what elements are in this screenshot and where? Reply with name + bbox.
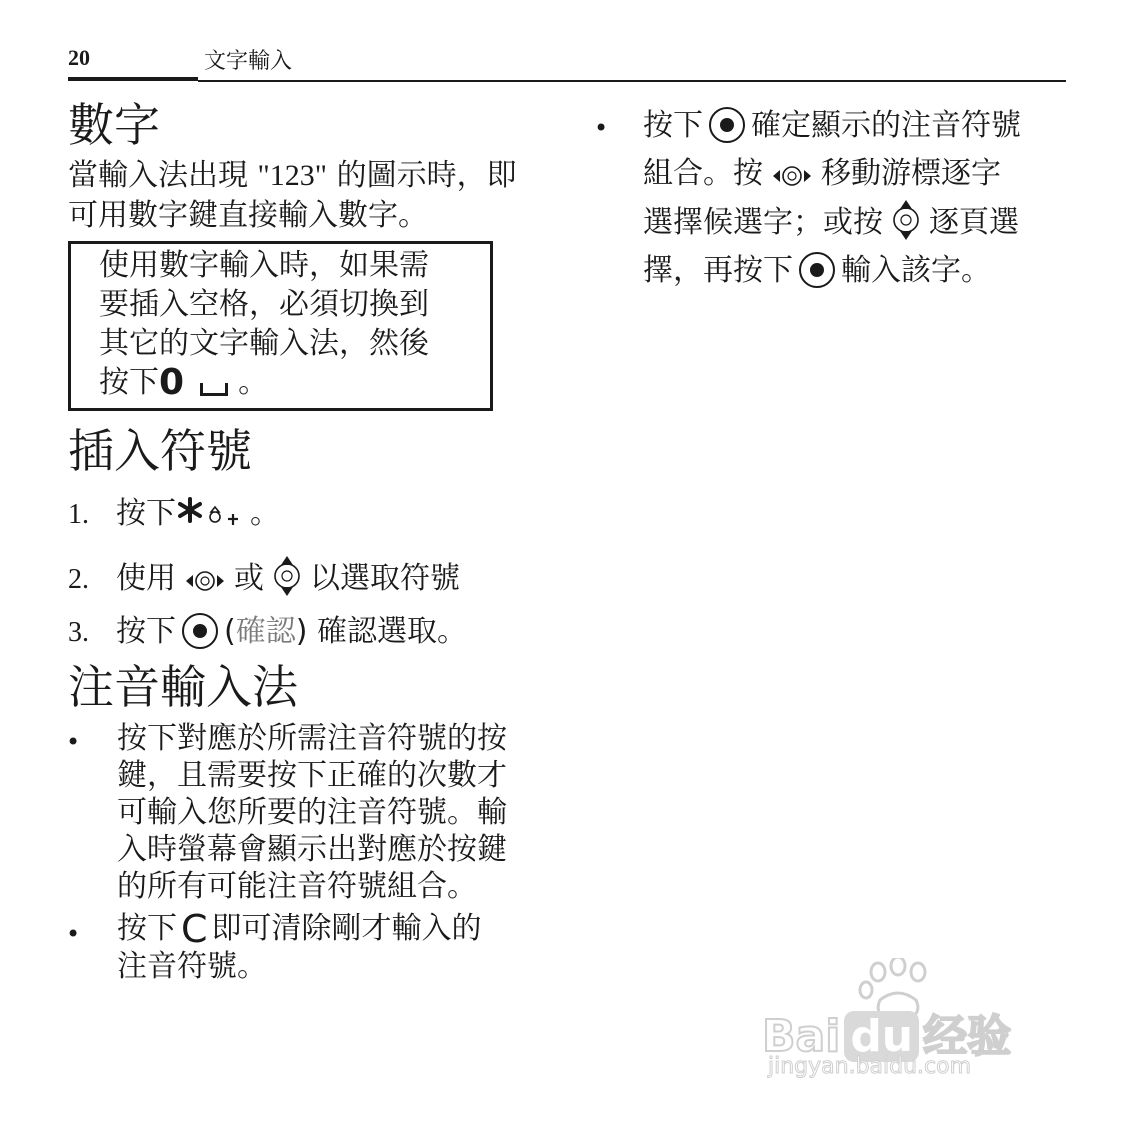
bullet-line: 的所有可能注音符號組合。 (117, 869, 477, 904)
section-title-zhuyin: 注音輸入法 (68, 660, 298, 714)
right-bullet (643, 102, 1073, 295)
star-key-icon (176, 495, 240, 529)
nav-up-down-icon (891, 198, 921, 242)
bullet-line: 按下對應於所需注音符號的按 (117, 721, 507, 756)
right-line-1: 按下 確定顯示的注音符號 (643, 108, 1021, 143)
space-icon (200, 383, 228, 396)
note-line: 使用數字輸入時，如果需 (99, 248, 429, 283)
digits-line-1: 當輸入法出現 "123" 的圖示時，即 (68, 158, 517, 193)
bullet-line: 注音符號。 (117, 949, 267, 984)
nav-up-down-icon (272, 554, 302, 598)
bullet-line: 按下 C 即可清除剛才輸入的 (117, 907, 482, 951)
symbols-step-3: 3. 按下 (確認) 確認選取。 (68, 614, 467, 649)
page-number: 20 (68, 45, 90, 70)
note-line: 要插入空格，必須切換到 (99, 287, 429, 322)
symbols-step-2: 2. 使用 或 以選取符號 (68, 554, 548, 600)
bullet-line: 入時螢幕會顯示出對應於按鍵 (117, 832, 507, 867)
bullet-dot: • (594, 114, 609, 142)
bullet-line: 可輸入您所要的注音符號。輸 (117, 795, 507, 830)
bullet-line: 鍵，且需要按下正確的次數才 (117, 758, 507, 793)
note-box (68, 241, 493, 411)
symbols-step-1: 1. 按下 。 (68, 496, 280, 531)
note-text (99, 246, 489, 402)
right-line-4: 擇，再按下 輸入該字。 (643, 253, 991, 288)
section-title-symbols: 插入符號 (68, 424, 252, 478)
right-line-3: 選擇候選字；或按 逐頁選 (643, 198, 1073, 247)
note-line: 其它的文字輸入法，然後 (99, 326, 429, 361)
bullet-dot: • (66, 920, 81, 948)
nav-left-right-icon (771, 163, 813, 189)
digits-paragraph (68, 156, 548, 236)
section-title-digits: 數字 (68, 98, 160, 152)
watermark-url: jingyan.baidu.com (768, 1054, 972, 1079)
baidu-watermark (762, 958, 1062, 1092)
right-line-2: 組合。按 移動游標逐字 (643, 156, 1001, 191)
running-header: 文字輸入 (204, 49, 293, 74)
center-key-icon (182, 613, 218, 649)
center-key-icon (799, 252, 835, 288)
digits-line-2: 可用數字鍵直接輸入數字。 (68, 198, 428, 233)
zhuyin-bullet-2 (117, 907, 547, 985)
center-key-icon (709, 107, 745, 143)
watermark-brand: Bai du 经验 (762, 1011, 1012, 1062)
header-rule-thick (68, 77, 198, 81)
nav-left-right-icon (184, 568, 226, 594)
note-line: 按下0 。 (99, 362, 269, 403)
bullet-dot: • (66, 728, 81, 756)
clear-key-icon: C (181, 907, 208, 951)
zhuyin-bullet-1 (117, 720, 547, 905)
zero-key-icon: 0 (159, 362, 185, 403)
header-rule (198, 80, 1066, 82)
